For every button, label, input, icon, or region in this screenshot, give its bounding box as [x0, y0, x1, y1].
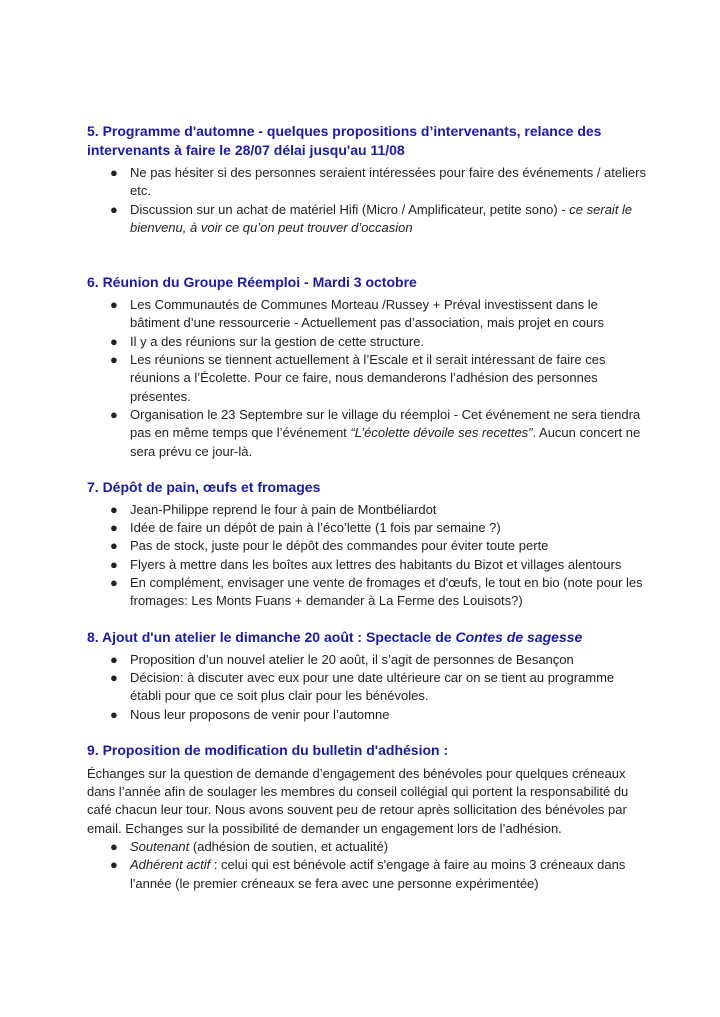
- bullet-icon: ●: [110, 839, 118, 855]
- bullet-list: [87, 164, 647, 237]
- list-item: ● Proposition d’un nouvel atelier le 20 août, il s’agit de personnes de Besançon: [87, 651, 647, 669]
- list-item: ● Ne pas hésiter si des personnes seraient intéressées pour faire des événements / ateliers etc.: [110, 165, 646, 199]
- bullet-icon: ●: [110, 575, 118, 591]
- section-8: [87, 628, 647, 724]
- list-item: ● Organisation le 23 Septembre sur le village du réemploi - Cet événement ne sera tiendra pas en même temps que l’événement “L’écolette dévoile ses recettes”. Aucun concert ne sera prévu ce jour-là.: [110, 406, 641, 459]
- paragraph: Échanges sur la question de demande d’engagement des bénévoles pour quelques créneaux dans l’année afin de soulager les membres du conseil collégial qui portent la responsabilité du café chacun leur tour. Nous avons souvent peu de retour après sollicitation des bénévoles par email. Echanges sur la possibilité de demander un engagement lors de l’adhésion.: [87, 765, 629, 836]
- section-title: 6. Réunion du Groupe Réemploi - Mardi 3 octobre: [87, 274, 417, 291]
- bullet-icon: ●: [110, 165, 118, 180]
- section-5: [87, 122, 647, 237]
- list-item: ● Les réunions se tiennent actuellement à l’Escale et il serait intéressant de faire ces réunions a l’Écolette. Pour ce faire, nous demanderons l’adhésion des personnes présentes.: [110, 352, 606, 404]
- list-item: ● Discussion sur un achat de matériel Hifi (Micro / Amplificateur, petite sono) - ce serait le bienvenu, à voir ce qu’on peut trouver d’occasion: [110, 201, 633, 235]
- list-item: ● Décision: à discuter avec eux pour une date ultérieure car on se tient au programme établi pour que ce soit plus clair pour les bénévoles.: [110, 669, 615, 704]
- bullet-list: [87, 651, 647, 724]
- bullet-list: [87, 296, 647, 461]
- bullet-icon: ●: [110, 556, 118, 572]
- bullet-icon: ●: [110, 669, 118, 685]
- list-item: ● Il y a des réunions sur la gestion de cette structure.: [87, 333, 647, 351]
- list-item: ● Jean-Philippe reprend le four à pain de Montbéliardot: [87, 501, 647, 519]
- section-7: [87, 478, 647, 611]
- list-item: ● Pas de stock, juste pour le dépôt des commandes pour éviter toute perte: [87, 537, 647, 555]
- section-title: 8. Ajout d'un atelier le dimanche 20 août : Spectacle de Contes de sagesse: [87, 628, 583, 645]
- bullet-icon: ●: [110, 706, 118, 722]
- bullet-icon: ●: [110, 651, 118, 667]
- list-item: ● Idée de faire un dépôt de pain à l’éco’lette (1 fois par semaine ?): [87, 519, 647, 537]
- document-body: [87, 122, 647, 893]
- bullet-icon: ●: [110, 538, 118, 554]
- section-title: 7. Dépôt de pain, œufs et fromages: [87, 478, 321, 495]
- bullet-icon: ●: [110, 333, 118, 349]
- bullet-icon: ●: [110, 857, 118, 873]
- list-item: ● Adhérent actif : celui qui est bénévole actif s'engage à faire au moins 3 créneaux dans l'année (le premier créneaux se fera avec une personne expérimentée): [110, 857, 626, 891]
- list-item: ● Soutenant (adhésion de soutien, et actualité): [87, 838, 647, 856]
- section-title: 9. Proposition de modification du bulletin d'adhésion :: [87, 741, 449, 758]
- bullet-icon: ●: [110, 406, 118, 422]
- list-item: ● Nous leur proposons de venir pour l’automne: [87, 706, 647, 724]
- section-6: [87, 273, 647, 461]
- bullet-icon: ●: [110, 352, 118, 368]
- section-title: 5. Programme d'automne - quelques propositions d’intervenants, relance des intervenants à faire le 28/07 délai jusqu'au 11/08: [87, 123, 602, 158]
- bullet-list: [87, 501, 647, 611]
- bullet-list: [87, 838, 647, 893]
- bullet-icon: ●: [110, 297, 118, 313]
- bullet-icon: ●: [110, 520, 118, 536]
- bullet-icon: ●: [110, 201, 118, 217]
- list-item: ● En complément, envisager une vente de fromages et d'œufs, le tout en bio (note pour les fromages: Les Monts Fuans + demander à La Ferme des Louisots?): [110, 575, 643, 609]
- list-item: ● Les Communautés de Communes Morteau /Russey + Préval investissent dans le bâtiment d’une ressourcerie - Actuellement pas d’association, mais projet en cours: [110, 297, 605, 331]
- bullet-icon: ●: [110, 501, 118, 517]
- section-9: [87, 741, 647, 893]
- list-item: ● Flyers à mettre dans les boîtes aux lettres des habitants du Bizot et villages alentours: [87, 556, 647, 574]
